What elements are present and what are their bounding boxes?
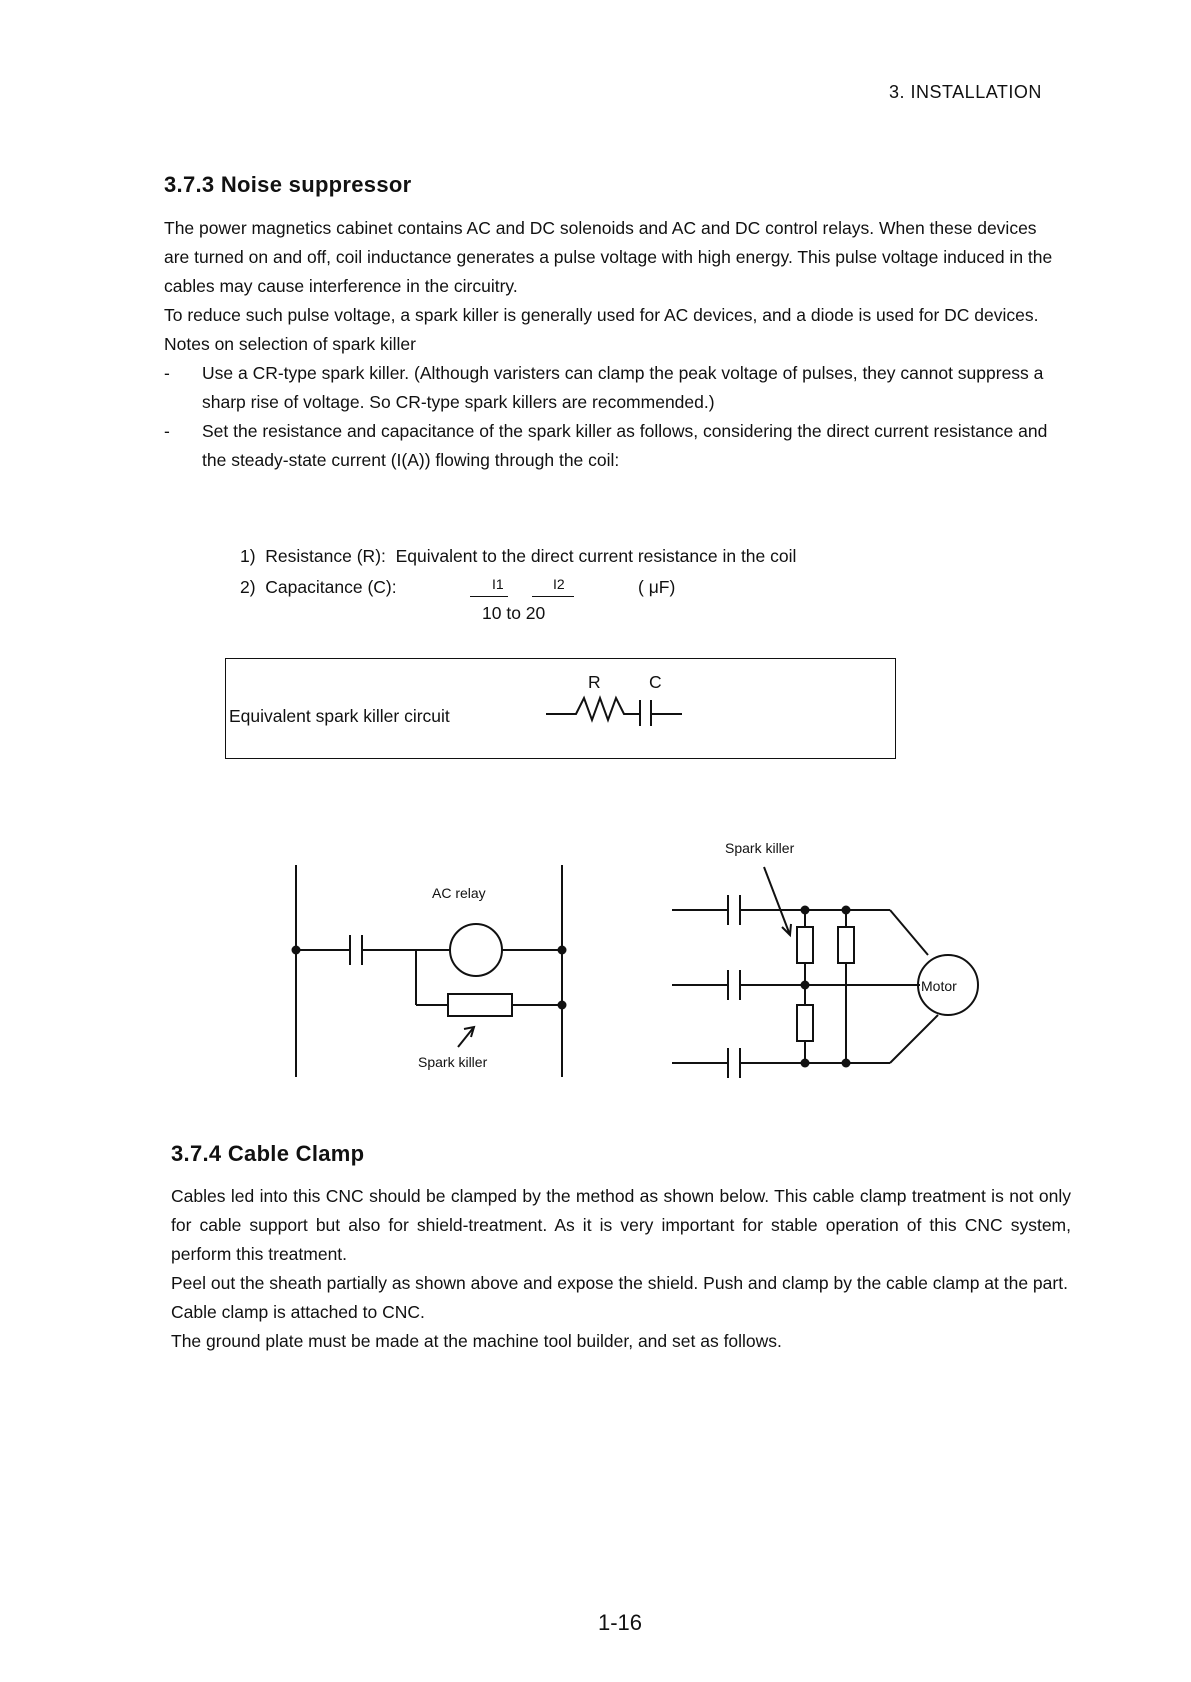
motor-label: Motor [921,978,957,994]
paragraph: To reduce such pulse voltage, a spark killer is generally used for AC devices, and a diode is used for DC devices. [164,305,1039,325]
ac-relay-label: AC relay [432,885,486,901]
bullet-marker: - [164,421,170,441]
paragraph: The power magnetics cabinet contains AC and DC solenoids and AC and DC control relays. When these devices are turned on and off, coil inductance generates a pulse voltage with high energy. This pulse voltage induced in the cables may cause interference in the circuitry. [164,218,1053,296]
bullet-marker: - [164,363,170,383]
paragraph: Cables led into this CNC should be clamped by the method as shown below. This cable clamp treatment is not only for cable support but also for shield-treatment. As it is very important for stable operation of this CNC system, perform this treatment. [171,1186,1071,1264]
section-373-body [164,214,1064,475]
page-number: 1-16 [598,1610,643,1635]
bullet-text: Use a CR-type spark killer. (Although varisters can clamp the peak voltage of pulses, they cannot suppress a sharp rise of voltage. So CR-type spark killers are recommended.) [202,363,1044,412]
spark-killer-label-right: Spark killer [725,840,795,856]
capacitor-label: C [649,672,662,692]
bullet-text: Set the resistance and capacitance of the spark killer as follows, considering the direct current resistance and the steady-state current (I(A)) flowing through the coil: [202,421,1048,470]
item-label: Resistance (R): [265,546,386,566]
paragraph: Cable clamp is attached to CNC. [171,1302,425,1322]
spark-killer-label-left: Spark killer [418,1054,488,1070]
item-capacitance [240,573,397,602]
paragraph: Peel out the sheath partially as shown above and expose the shield. Push and clamp by the cable clamp at the part. [171,1273,1068,1293]
chapter-header: 3. INSTALLATION [889,82,1042,102]
paragraph: Notes on selection of spark killer [164,334,416,354]
item-value: Equivalent to the direct current resistance in the coil [395,546,797,566]
section-374-title: 3.7.4 Cable Clamp [171,1141,365,1166]
bullet-item [164,417,1064,475]
fraction-bar [470,596,508,597]
section-373-title: 3.7.3 Noise suppressor [164,172,412,197]
numerator-i1: I1 [492,576,504,592]
denominator: 10 to 20 [482,603,546,623]
rc-symbol-icon [530,690,730,730]
fraction-bar [532,596,574,597]
item-resistance [240,542,796,571]
paragraph: The ground plate must be made at the machine tool builder, and set as follows. [171,1331,782,1351]
item-number: 2) [240,577,256,597]
section-374-body [171,1182,1071,1356]
numerator-i2: I2 [553,576,565,592]
equivalent-circuit-label: Equivalent spark killer circuit [229,706,450,726]
item-label: Capacitance (C): [265,577,397,597]
unit-label: ( μF) [638,577,676,597]
motor-circuit-diagram [660,855,1000,1085]
bullet-item [164,359,1064,417]
item-number: 1) [240,546,256,566]
resistor-label: R [588,672,601,692]
